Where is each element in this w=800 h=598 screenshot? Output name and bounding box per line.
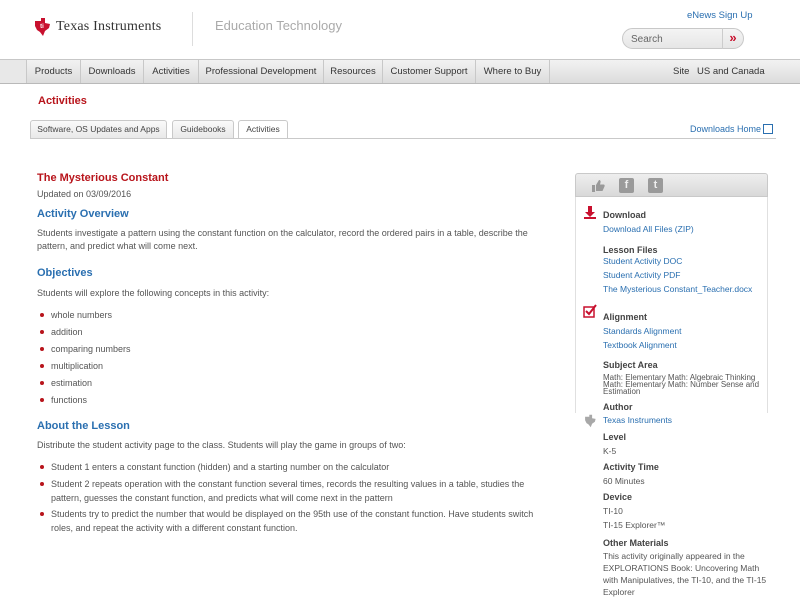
share-bar bbox=[575, 173, 768, 197]
nav-activities[interactable]: Activities bbox=[144, 60, 199, 83]
activity-time-heading: Activity Time bbox=[603, 462, 659, 472]
other-materials-text: This activity originally appeared in the EXPLORATIONS Book: Uncovering Math with Manipulatives, the TI-10, and the TI-15 Explorer bbox=[603, 551, 767, 597]
objective-item bbox=[37, 359, 537, 373]
objective-item bbox=[37, 376, 537, 390]
resource-sidebar bbox=[575, 173, 768, 598]
nav-resources[interactable]: Resources bbox=[324, 60, 383, 83]
download-heading: Download bbox=[603, 210, 646, 220]
device-heading: Device bbox=[603, 492, 633, 502]
objective-text: whole numbers bbox=[51, 310, 113, 320]
level-heading: Level bbox=[603, 432, 627, 442]
download-all-link[interactable]: Download All Files (ZIP) bbox=[603, 224, 694, 234]
author-link[interactable]: Texas Instruments bbox=[603, 415, 672, 425]
checkbox-check-icon bbox=[583, 304, 597, 318]
device-value: TI-15 Explorer™ bbox=[603, 520, 666, 530]
objective-text: comparing numbers bbox=[51, 344, 131, 354]
nav-customer-support[interactable]: Customer Support bbox=[383, 60, 476, 83]
bullet-icon bbox=[40, 482, 44, 486]
tagline: Education Technology bbox=[215, 18, 342, 33]
site-label: Site bbox=[673, 66, 690, 77]
search-button[interactable]: » bbox=[722, 28, 743, 49]
site-selector[interactable]: US and Canada bbox=[697, 66, 765, 77]
header-divider bbox=[192, 12, 193, 46]
updated-date: Updated on 03/09/2016 bbox=[37, 189, 132, 199]
bullet-icon bbox=[40, 398, 44, 402]
twitter-icon[interactable]: t bbox=[648, 178, 663, 193]
textbook-alignment-link[interactable]: Textbook Alignment bbox=[603, 340, 677, 350]
objective-text: multiplication bbox=[51, 361, 104, 371]
nav-products[interactable]: Products bbox=[27, 60, 81, 83]
lesson-step bbox=[37, 460, 537, 474]
search-input[interactable] bbox=[631, 32, 721, 46]
activity-time-value: 60 Minutes bbox=[603, 476, 645, 486]
objective-item bbox=[37, 342, 537, 356]
page-title: The Mysterious Constant bbox=[37, 172, 169, 184]
nav-spacer bbox=[0, 60, 27, 83]
bullet-icon bbox=[40, 330, 44, 334]
like-icon[interactable] bbox=[590, 178, 605, 193]
objective-text: addition bbox=[51, 327, 83, 337]
alignment-heading: Alignment bbox=[603, 312, 647, 322]
lesson-step bbox=[37, 477, 537, 505]
ti-author-icon bbox=[583, 414, 597, 428]
lesson-file-link[interactable]: Student Activity DOC bbox=[603, 256, 683, 266]
lesson-heading: About the Lesson bbox=[37, 420, 130, 432]
objective-item bbox=[37, 308, 537, 322]
download-icon bbox=[583, 205, 597, 219]
device-value: TI-10 bbox=[603, 506, 623, 516]
objectives-intro: Students will explore the following concepts in this activity: bbox=[37, 288, 270, 298]
enews-signup-link[interactable]: eNews Sign Up bbox=[687, 10, 753, 21]
bullet-icon bbox=[40, 364, 44, 368]
objectives-heading: Objectives bbox=[37, 267, 93, 279]
overview-text: Students investigate a pattern using the constant function on the calculator, record the ordered pairs in a table, describe the pattern, and predict what will come next. bbox=[37, 228, 528, 251]
bullet-icon bbox=[40, 313, 44, 317]
lesson-files-heading: Lesson Files bbox=[603, 245, 658, 255]
author-heading: Author bbox=[603, 402, 633, 412]
lesson-intro: Distribute the student activity page to the class. Students will play the game in groups of two: bbox=[37, 440, 406, 450]
objective-item bbox=[37, 393, 537, 407]
downloads-home-link[interactable]: Downloads Home bbox=[690, 124, 762, 134]
subject-area-heading: Subject Area bbox=[603, 360, 658, 370]
tab-software-os-updates[interactable]: Software, OS Updates and Apps bbox=[30, 120, 167, 138]
objective-item bbox=[37, 325, 537, 339]
subject-area-line: Math: Elementary Math: Number Sense and bbox=[603, 380, 760, 389]
facebook-icon[interactable]: f bbox=[619, 178, 634, 193]
ti-state-icon bbox=[32, 17, 52, 37]
lesson-file-link[interactable]: Student Activity PDF bbox=[603, 270, 681, 280]
main-nav bbox=[0, 59, 800, 84]
lesson-step-text: Students try to predict the number that would be displayed on the 95th use of the constant function. Have students switch roles, and repeat the activity with a different constant function. bbox=[51, 509, 534, 533]
ti-logo[interactable] bbox=[32, 17, 161, 37]
overview-heading: Activity Overview bbox=[37, 208, 129, 220]
tab-guidebooks[interactable]: Guidebooks bbox=[172, 120, 234, 138]
objective-text: estimation bbox=[51, 378, 93, 388]
level-value: K-5 bbox=[603, 446, 617, 456]
subject-area-line: Math: Elementary Math: Algebraic Thinking bbox=[603, 373, 756, 382]
bullet-icon bbox=[40, 465, 44, 469]
tab-activities[interactable]: Activities bbox=[238, 120, 288, 139]
search-box bbox=[622, 28, 744, 49]
svg-text:ti: ti bbox=[40, 24, 44, 30]
lesson-step bbox=[37, 507, 537, 535]
lesson-file-link[interactable]: The Mysterious Constant_Teacher.docx bbox=[603, 284, 753, 294]
subject-area-line: Estimation bbox=[603, 387, 641, 396]
nav-downloads[interactable]: Downloads bbox=[81, 60, 144, 83]
section-title: Activities bbox=[38, 95, 87, 107]
brand-name: Texas Instruments bbox=[56, 19, 162, 34]
objective-text: functions bbox=[51, 395, 88, 405]
site-header bbox=[0, 0, 800, 58]
nav-professional-development[interactable]: Professional Development bbox=[199, 60, 324, 83]
nav-where-to-buy[interactable]: Where to Buy bbox=[476, 60, 550, 83]
tabs-divider bbox=[30, 138, 776, 139]
other-materials-heading: Other Materials bbox=[603, 538, 669, 548]
lesson-step-text: Student 1 enters a constant function (hidden) and a starting number on the calculator bbox=[51, 462, 390, 472]
home-icon[interactable] bbox=[763, 124, 773, 134]
bullet-icon bbox=[40, 347, 44, 351]
bullet-icon bbox=[40, 512, 44, 516]
standards-alignment-link[interactable]: Standards Alignment bbox=[603, 326, 682, 336]
bullet-icon bbox=[40, 381, 44, 385]
lesson-step-text: Student 2 repeats operation with the constant function several times, records the resulting values in a table, studies the pattern, guesses the constant function, and predicts what will come next in the pattern bbox=[51, 479, 525, 503]
